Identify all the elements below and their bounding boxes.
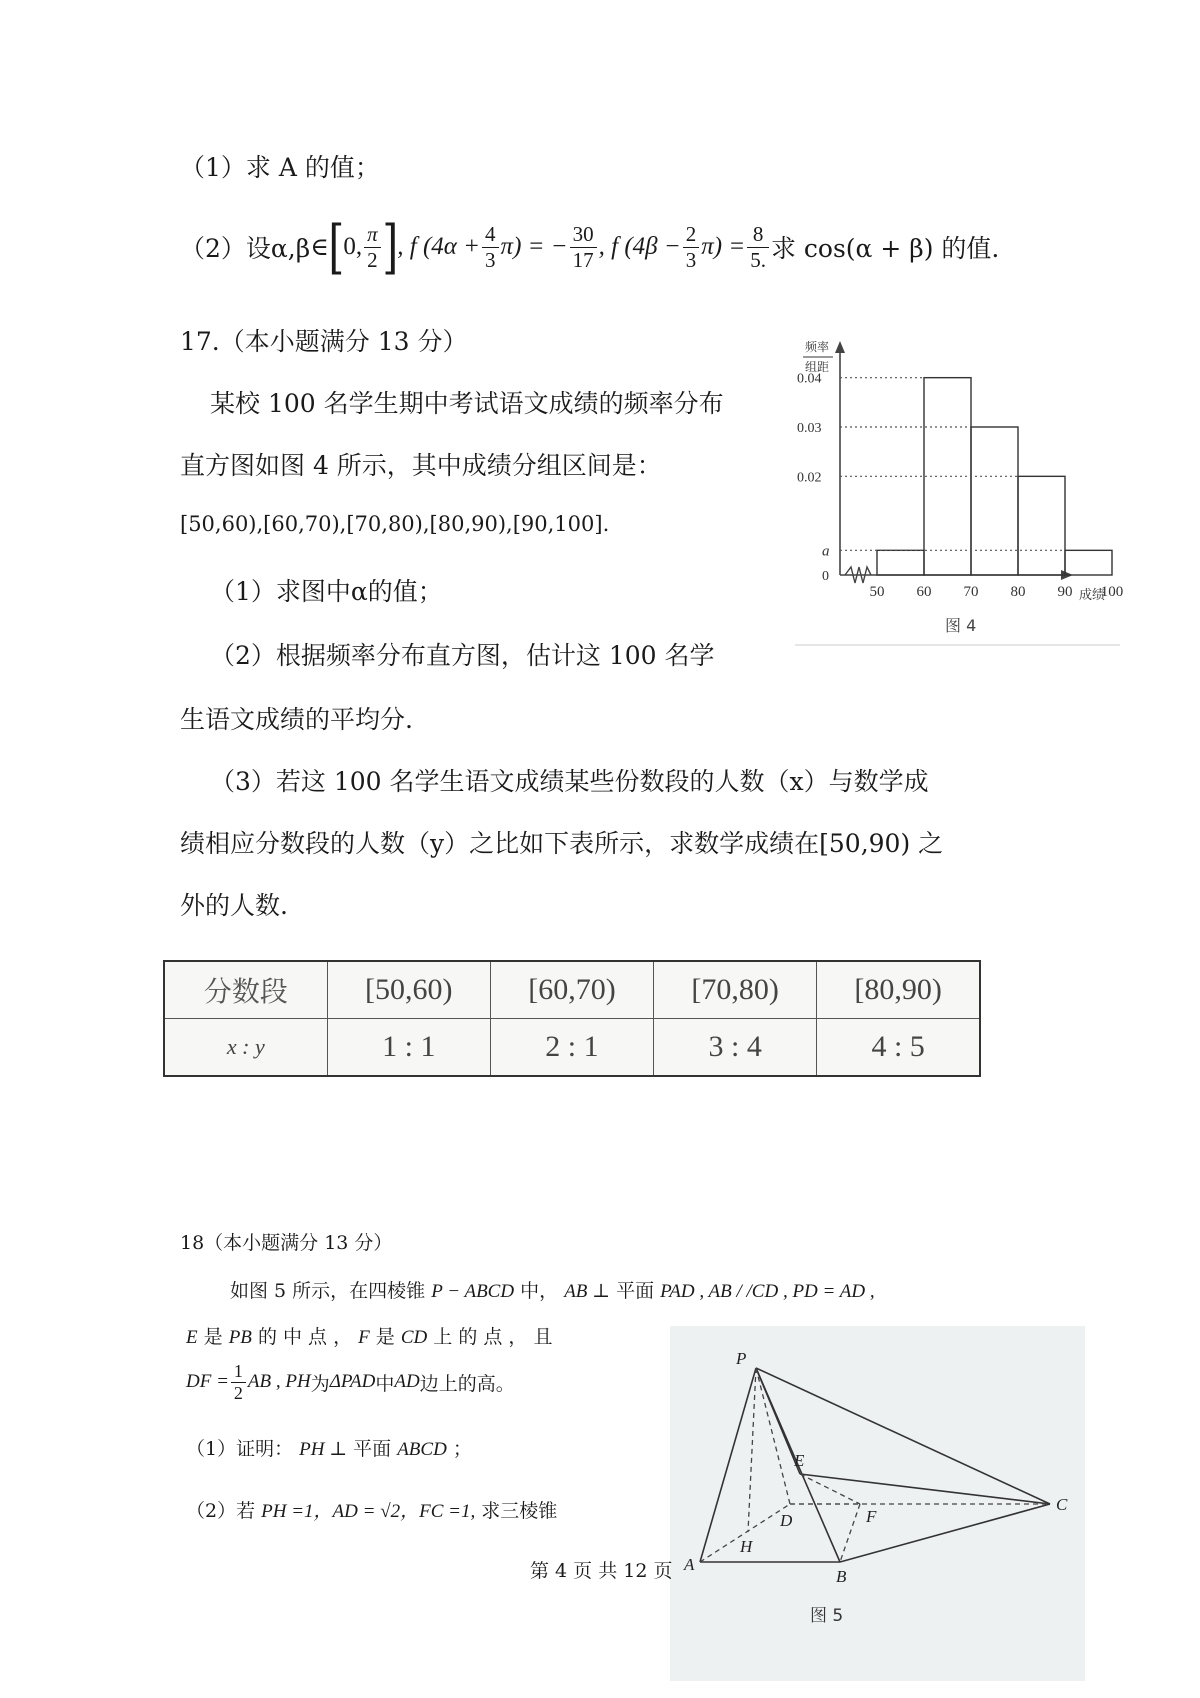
math-span: PAD , AB / /CD , PD = AD , <box>660 1281 875 1302</box>
label-H: H <box>740 1537 753 1556</box>
x-tick-label: 100 <box>1100 584 1124 600</box>
math-span: CD <box>400 1327 428 1348</box>
figure5-pyramid <box>670 1326 1085 1681</box>
q16-part2-prefix: （2）设α,β <box>180 234 311 263</box>
q17-heading: 17.（本小题满分 13 分） <box>180 327 468 356</box>
frac-4-3: $\frac{4}{3}$ <box>482 223 499 270</box>
text-span: 如图 5 所示，在四棱锥 <box>230 1280 426 1302</box>
table-cell: 分数段 <box>164 961 327 1019</box>
math-span: AB ⊥ <box>564 1281 611 1302</box>
math-span: AB , PH <box>247 1371 311 1393</box>
math-span: PB <box>228 1327 252 1348</box>
math-span: ABCD <box>397 1439 447 1460</box>
text-span: （1）证明： <box>186 1438 294 1460</box>
label-C: C <box>1056 1495 1068 1514</box>
x-tick-label: 90 <box>1057 584 1073 600</box>
math-span: ΔPAD <box>329 1371 376 1393</box>
x-tick-label: 70 <box>963 584 979 600</box>
figure4-caption: 图 4 <box>945 616 977 635</box>
q16-ask: 求 cos(α + β) 的值. <box>770 234 1000 263</box>
right-bracket: ] <box>382 213 398 281</box>
math-span: AD <box>394 1371 420 1393</box>
q18-part1 <box>186 1434 472 1461</box>
q17-para1-line2: 直方图如图 4 所示，其中成绩分组区间是： <box>180 451 662 480</box>
table-cell: [50,60) <box>327 961 490 1019</box>
q18-line2 <box>186 1322 552 1349</box>
table-row <box>164 1019 980 1077</box>
label-F: F <box>866 1507 877 1526</box>
math-span: DF = <box>186 1371 229 1393</box>
math-span: F <box>358 1327 370 1348</box>
text-span: 是 <box>375 1326 401 1348</box>
frac-8-5: $\frac{8}{5.}$ <box>747 223 769 270</box>
y-label-top: 频率 <box>805 340 830 354</box>
table-cell: 3 : 4 <box>654 1019 817 1077</box>
q17-intervals: [50,60),[60,70),[70,80),[80,90),[90,100]. <box>180 512 610 536</box>
pi-over-two: $\frac{\pi}{2}$ <box>364 223 381 270</box>
element-of-symbol: ∈ <box>310 234 329 261</box>
x-tick-label: 50 <box>869 584 885 600</box>
text-span: 中， <box>520 1280 559 1302</box>
y-tick-label: 0.03 <box>797 421 822 436</box>
q18-line3 <box>186 1362 515 1403</box>
q17-part1: （1）求图中α的值； <box>210 577 443 606</box>
math-span: E <box>186 1327 198 1348</box>
q18-line1 <box>230 1276 875 1303</box>
f-expr2-b: π) = <box>701 233 746 260</box>
q16-part1: （1）求 A 的值； <box>180 153 380 182</box>
f-expr1-b: π) = − <box>500 233 568 260</box>
table-cell: [70,80) <box>654 961 817 1019</box>
text-span: 为 <box>310 1372 330 1395</box>
y-tick-label: 0.04 <box>797 371 822 387</box>
q16-part2 <box>180 212 999 282</box>
math-span: P − ABCD <box>431 1281 515 1302</box>
math-span: PH =1，AD = √2，FC =1, <box>261 1501 476 1522</box>
x-axis-label: 成绩 <box>1079 588 1106 603</box>
frac-30-17: $\frac{30}{17}$ <box>570 223 597 270</box>
q17-part3-line2: 绩相应分数段的人数（y）之比如下表所示，求数学成绩在[50,90) 之 <box>180 829 944 858</box>
q18-part2 <box>186 1496 557 1523</box>
label-D: D <box>780 1511 793 1530</box>
x-tick-label: 60 <box>916 584 932 600</box>
text-span: 求三棱锥 <box>481 1500 558 1522</box>
table-header-row <box>164 961 980 1019</box>
text-span: ； <box>452 1438 472 1460</box>
histogram-bar <box>1018 476 1065 575</box>
page-footer: 第 4 页 共 12 页 <box>530 1560 673 1582</box>
f-expr1-a: , f (4α + <box>397 233 481 260</box>
figure5-caption: 图 5 <box>810 1606 844 1626</box>
table-cell: 2 : 1 <box>490 1019 653 1077</box>
left-bracket: [ <box>328 213 344 281</box>
y-tick-label: a <box>822 543 830 560</box>
label-A: A <box>684 1555 695 1574</box>
histogram-bar <box>1065 550 1112 575</box>
table-cell: 4 : 5 <box>817 1019 980 1077</box>
score-ratio-table <box>163 960 981 1077</box>
q17-part3-line1: （3）若这 100 名学生语文成绩某些份数段的人数（x）与数学成 <box>210 767 929 796</box>
label-B: B <box>836 1567 847 1586</box>
table-cell: x : y <box>164 1019 327 1077</box>
text-span: 的 中 点 ， <box>257 1326 359 1348</box>
histogram-bar <box>877 550 924 575</box>
math-span: PH ⊥ <box>299 1439 348 1460</box>
f-expr2-a: , f (4β − <box>598 233 681 260</box>
q18-heading: 18（本小题满分 13 分） <box>180 1232 393 1254</box>
table-cell: [80,90) <box>817 961 980 1019</box>
q17-part2-line2: 生语文成绩的平均分. <box>180 705 413 734</box>
q17-part3-line3: 外的人数. <box>180 891 288 920</box>
text-span: 中 <box>375 1372 395 1395</box>
y-tick-label: 0 <box>822 569 829 584</box>
frac-2-3: $\frac{2}{3}$ <box>683 223 700 270</box>
text-span: 上 的 点 ， 且 <box>433 1326 553 1348</box>
text-span: 是 <box>203 1326 229 1348</box>
label-P: P <box>736 1349 747 1368</box>
frac-1-2: $\frac{1}{2}$ <box>231 1362 246 1403</box>
table-cell: [60,70) <box>490 961 653 1019</box>
interval-start: 0, <box>343 233 363 260</box>
text-span: 平面 <box>353 1438 392 1460</box>
label-E: E <box>794 1451 805 1470</box>
figure4-histogram <box>795 333 1125 665</box>
y-tick-label: 0.02 <box>797 470 822 486</box>
y-axis-arrow <box>835 341 845 353</box>
x-tick-label: 80 <box>1010 584 1026 600</box>
text-span: （2）若 <box>186 1500 256 1522</box>
q17-part2-line1: （2）根据频率分布直方图，估计这 100 名学 <box>210 641 715 670</box>
text-span: 边上的高。 <box>419 1372 515 1395</box>
text-span: 平面 <box>616 1280 655 1302</box>
table-cell: 1 : 1 <box>327 1019 490 1077</box>
y-label-bottom: 组距 <box>805 360 830 374</box>
histogram-bar <box>971 427 1018 575</box>
q17-para1-line1: 某校 100 名学生期中考试语文成绩的频率分布 <box>210 389 724 418</box>
